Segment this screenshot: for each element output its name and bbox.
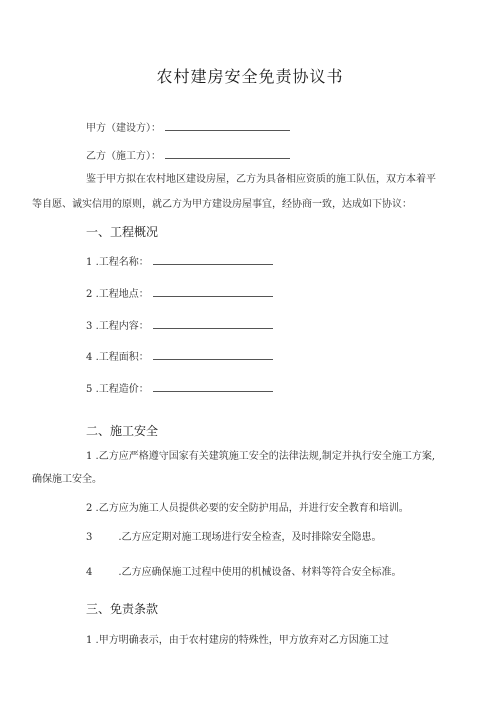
item-number: 2 bbox=[86, 289, 93, 300]
project-item-area bbox=[86, 349, 273, 365]
document-title: 农村建房安全免责协议书 bbox=[156, 67, 344, 86]
safety-item-3 bbox=[86, 531, 382, 545]
intro-line-2: 等自愿、诚实信用的原则，就乙方为甲方建设房屋事宜，经协商一致，达成如下协议： bbox=[32, 199, 412, 210]
item-number: 5 bbox=[86, 384, 93, 395]
item-blank bbox=[153, 286, 273, 297]
party-a-label: 甲方（建设方）： bbox=[86, 123, 161, 134]
safety-item-1-line-1: 1 .乙方应严格遵守国家有关建筑施工安全的法律法规,制定并执行安全施工方案, bbox=[86, 451, 436, 462]
item-blank bbox=[153, 318, 273, 329]
party-a-line bbox=[86, 120, 290, 136]
project-item-content bbox=[86, 318, 273, 334]
intro-line-1: 鉴于甲方拟在农村地区建设房屋，乙方为具备相应资质的施工队伍，双方本着平 bbox=[86, 174, 436, 185]
item-text: .乙方应定期对施工现场进行安全检查，及时排除安全隐患。 bbox=[118, 532, 382, 543]
project-item-name bbox=[86, 254, 273, 270]
exemption-item-1: 1 .甲方明确表示，由于农村建房的特殊性，甲方放弃对乙方因施工过 bbox=[86, 635, 389, 646]
item-label: .工程内容： bbox=[95, 321, 149, 332]
item-label: .工程地点： bbox=[95, 289, 149, 300]
item-number: 3 bbox=[86, 321, 93, 332]
item-blank bbox=[153, 381, 273, 392]
project-item-cost bbox=[86, 381, 273, 397]
party-b-label: 乙方（施工方）： bbox=[86, 151, 161, 162]
safety-item-2: 2 .乙方应为施工人员提供必要的安全防护用品，并进行安全教育和培训。 bbox=[86, 503, 409, 514]
item-label: .工程面积： bbox=[95, 352, 149, 363]
project-item-location bbox=[86, 286, 273, 302]
section1-heading: 一、工程概况 bbox=[86, 225, 159, 239]
safety-item-1-line-2: 确保施工安全。 bbox=[32, 474, 102, 485]
item-number: 4 bbox=[86, 567, 93, 578]
item-number: 3 bbox=[86, 532, 93, 543]
party-b-line bbox=[86, 148, 290, 164]
section2-heading: 二、施工安全 bbox=[86, 424, 159, 438]
item-label: .工程造价： bbox=[95, 384, 149, 395]
item-blank bbox=[153, 254, 273, 265]
safety-item-4 bbox=[86, 566, 402, 580]
section3-heading: 三、免责条款 bbox=[86, 602, 159, 616]
item-blank bbox=[153, 349, 273, 360]
item-text: .乙方应确保施工过程中使用的机械设备、材料等符合安全标准。 bbox=[118, 567, 402, 578]
item-number: 1 bbox=[86, 257, 93, 268]
item-number: 4 bbox=[86, 352, 93, 363]
item-label: .工程名称： bbox=[95, 257, 149, 268]
party-a-blank bbox=[165, 120, 290, 131]
party-b-blank bbox=[165, 148, 290, 159]
